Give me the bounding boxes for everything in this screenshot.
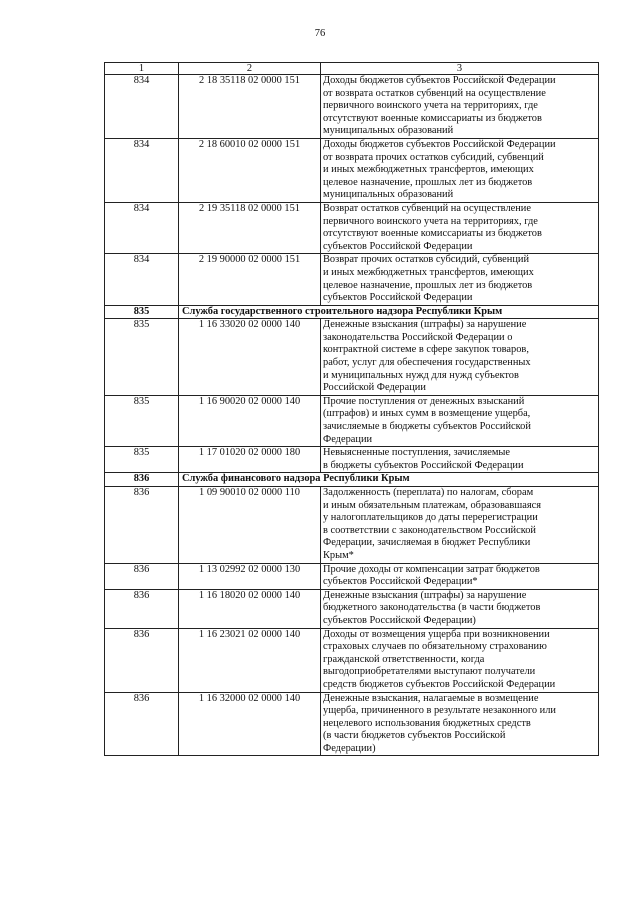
section-title: Служба государственного строительного надзора Республики Крым — [179, 305, 599, 319]
admin-code-cell: 834 — [105, 138, 179, 202]
revenue-description-cell: Возврат остатков субвенций на осуществление первичного воинского учета на территориях, где отсутствуют военные комиссариаты из бюджетов субъектов Российской Федерации — [321, 202, 599, 253]
admin-code-cell: 836 — [105, 628, 179, 692]
revenue-description-cell: Прочие поступления от денежных взысканий (штрафов) и иных сумм в возмещение ущерба, зачисляемые в бюджеты субъектов Российской Федерации — [321, 395, 599, 446]
revenue-description-cell: Невыясненные поступления, зачисляемые в бюджеты субъектов Российской Федерации — [321, 447, 599, 473]
section-admin-code: 836 — [105, 473, 179, 487]
table-header-row — [105, 63, 599, 75]
table-row — [105, 447, 599, 473]
revenue-code-cell: 1 16 90020 02 0000 140 — [179, 395, 321, 446]
revenue-code-cell: 1 09 90010 02 0000 110 — [179, 487, 321, 564]
revenue-code-cell: 1 16 23021 02 0000 140 — [179, 628, 321, 692]
admin-code-cell: 836 — [105, 589, 179, 628]
revenue-description-cell: Доходы бюджетов субъектов Российской Федерации от возврата остатков субвенций на осуществление первичного воинского учета на территориях, где отсутствуют военные комиссариаты из бюджетов муниципальных образований — [321, 75, 599, 139]
revenue-code-cell: 2 18 60010 02 0000 151 — [179, 138, 321, 202]
admin-code-cell: 834 — [105, 254, 179, 305]
section-admin-code: 835 — [105, 305, 179, 319]
revenue-code-cell: 1 17 01020 02 0000 180 — [179, 447, 321, 473]
revenue-description-cell: Денежные взыскания, налагаемые в возмещение ущерба, причиненного в результате незаконного или нецелевого использования бюджетных средств (в части бюджетов субъектов Российской Федерации) — [321, 692, 599, 756]
table-row — [105, 138, 599, 202]
column-header-1: 1 — [105, 63, 179, 75]
section-row — [105, 473, 599, 487]
revenue-description-cell: Денежные взыскания (штрафы) за нарушение законодательства Российской Федерации о контрактной системе в сфере закупок товаров, работ, услуг для обеспечения государственных и муниципальных нужд для нужд субъектов Российской Федерации — [321, 319, 599, 396]
revenue-code-cell: 2 19 35118 02 0000 151 — [179, 202, 321, 253]
table-row — [105, 319, 599, 396]
revenue-description-cell: Доходы от возмещения ущерба при возникновении страховых случаев по обязательному страхованию гражданской ответственности, когда выгодоприобретателями выступают получатели средств бюджетов субъектов Российской Федерации — [321, 628, 599, 692]
admin-code-cell: 835 — [105, 319, 179, 396]
revenue-code-cell: 2 18 35118 02 0000 151 — [179, 75, 321, 139]
table-row — [105, 628, 599, 692]
revenue-description-cell: Прочие доходы от компенсации затрат бюджетов субъектов Российской Федерации* — [321, 563, 599, 589]
revenue-code-cell: 1 16 32000 02 0000 140 — [179, 692, 321, 756]
table-row — [105, 589, 599, 628]
revenue-description-cell: Денежные взыскания (штрафы) за нарушение бюджетного законодательства (в части бюджетов субъектов Российской Федерации) — [321, 589, 599, 628]
section-row — [105, 305, 599, 319]
revenue-description-cell: Возврат прочих остатков субсидий, субвенций и иных межбюджетных трансфертов, имеющих целевое назначение, прошлых лет из бюджетов субъектов Российской Федерации — [321, 254, 599, 305]
column-header-2: 2 — [179, 63, 321, 75]
table-row — [105, 692, 599, 756]
section-title: Служба финансового надзора Республики Крым — [179, 473, 599, 487]
admin-code-cell: 836 — [105, 487, 179, 564]
table-row — [105, 487, 599, 564]
revenue-code-cell: 1 13 02992 02 0000 130 — [179, 563, 321, 589]
admin-code-cell: 835 — [105, 395, 179, 446]
admin-code-cell: 835 — [105, 447, 179, 473]
admin-code-cell: 836 — [105, 563, 179, 589]
revenue-description-cell: Задолженность (переплата) по налогам, сборам и иным обязательным платежам, образовавшаяся у налогоплательщиков до даты перерегистрации в соответствии с законодательством Российской Федерации, зачисляемая в бюджет Республики Крым* — [321, 487, 599, 564]
revenue-code-cell: 2 19 90000 02 0000 151 — [179, 254, 321, 305]
admin-code-cell: 834 — [105, 202, 179, 253]
admin-code-cell: 836 — [105, 692, 179, 756]
table-row — [105, 254, 599, 305]
table-row — [105, 75, 599, 139]
page-number: 76 — [314, 28, 326, 39]
admin-code-cell: 834 — [105, 75, 179, 139]
revenue-code-cell: 1 16 18020 02 0000 140 — [179, 589, 321, 628]
revenue-description-cell: Доходы бюджетов субъектов Российской Федерации от возврата прочих остатков субсидий, субвенций и иных межбюджетных трансфертов, имеющих целевое назначение, прошлых лет из бюджетов муниципальных образований — [321, 138, 599, 202]
table-row — [105, 202, 599, 253]
revenue-code-cell: 1 16 33020 02 0000 140 — [179, 319, 321, 396]
table-row — [105, 395, 599, 446]
table-row — [105, 563, 599, 589]
revenue-codes-table — [104, 62, 599, 756]
column-header-3: 3 — [321, 63, 599, 75]
